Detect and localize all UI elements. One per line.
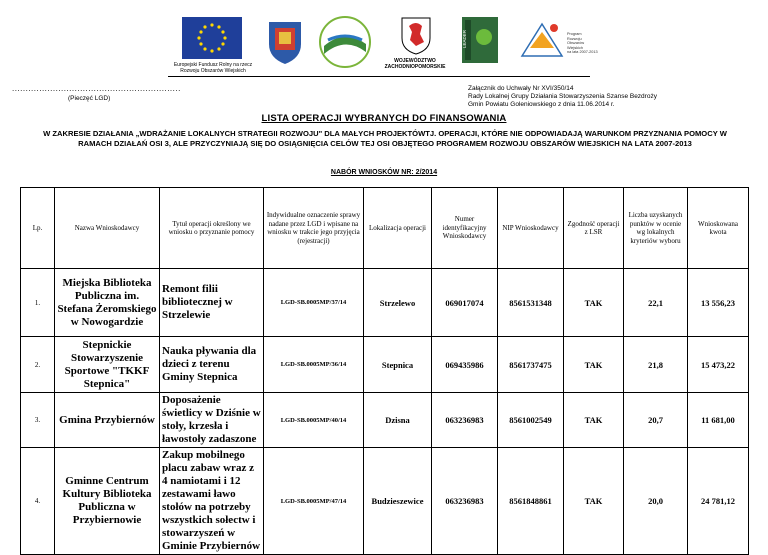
operations-table [20,187,749,555]
cell-points: 20,7 [624,393,688,448]
cell-amount: 11 681,00 [688,393,749,448]
attachment-line: Gmin Powiatu Goleniowskiego z dnia 11.06.2014 r. [468,101,615,108]
prow-caption-line: Obszarów [567,41,585,45]
attachment-line: Rady Lokalnej Grupy Działania Stowarzyszenia Szanse Bezdroży [468,93,657,100]
cell-applicant: Gminne Centrum Kultury Biblioteka Publiczna w Przybiernowie [55,448,160,555]
header-operation-title: Tytuł operacji określony we wniosku o przyznanie pomocy [160,188,264,269]
document-title: LISTA OPERACJI WYBRANYCH DO FINANSOWANIA [261,113,507,124]
header-reg-number: Numer identyfikacyjny Wnioskodawcy [432,188,498,269]
cell-nip: 8561737475 [498,337,564,393]
header-lsr: Zgodność operacji z LSR [564,188,624,269]
cell-reg-number: 069435986 [432,337,498,393]
table-row [21,337,749,393]
voivodeship-caption: WOJEWÓDZTWO ZACHODNIOPOMORSKIE [384,58,446,70]
cell-lsr: TAK [564,269,624,337]
cell-nip: 8561531348 [498,269,564,337]
cell-amount: 24 781,12 [688,448,749,555]
document-subtitle: W ZAKRESIE DZIAŁANIA „WDRAŻANIE LOKALNYCH STRATEGII ROZWOJU" DLA MAŁYCH PROJEKTÓWTJ. OPERACJI, KTÓRE NIE ODPOWIADAJĄ WARUNKOM PRZYZNANIA POMOCY W RAMACH DZIAŁAŃ OSI 3, ALE PRZYCZYNIAJĄ SIĘ DO OSIĄGNIĘCIA CELÓW TEJ OSI OBJĘTEGO PROGRAMEM ROZWOJU OBSZARÓW WIEJSKICH NA LATA 2007-2013 [43,129,727,148]
table-row [21,269,749,337]
cell-points: 21,8 [624,337,688,393]
crest-logo [265,18,305,66]
eu-fund-caption: Europejski Fundusz Rolny na rzecz Rozwoju Obszarów Wiejskich [173,62,253,74]
table-header-row [21,188,749,269]
prow-logo [520,18,564,60]
cell-applicant: Miejska Biblioteka Publiczna im. Stefana Żeromskiego w Nowogardzie [55,269,160,337]
cell-lsr: TAK [564,337,624,393]
attachment-line: Załącznik do Uchwały Nr XVI/350/14 [468,85,574,92]
seal-dots: .............................................................. [12,84,181,93]
cell-lp: 1. [21,269,55,337]
cell-location: Dzisna [364,393,432,448]
header-applicant: Nazwa Wnioskodawcy [55,188,160,269]
cell-case-id: LGD-SB.0005MP/37/14 [264,269,364,337]
cell-amount: 15 473,22 [688,337,749,393]
prow-caption-line: Program [567,32,582,36]
prow-caption-line: na lata 2007-2013 [567,50,598,54]
cell-lsr: TAK [564,448,624,555]
cell-reg-number: 063236983 [432,393,498,448]
cell-case-id: LGD-SB.0005MP/40/14 [264,393,364,448]
prow-caption [567,32,607,55]
voivodeship-griffin-logo [400,16,432,56]
cell-nip: 8561848861 [498,448,564,555]
cell-case-id: LGD-SB.0005MP/36/14 [264,337,364,393]
cell-lp: 4. [21,448,55,555]
attachment-note [468,85,657,109]
header-amount: Wnioskowana kwota [688,188,749,269]
cell-operation: Nauka pływania dla dzieci z terenu Gminy Stepnica [160,337,264,393]
cell-lp: 2. [21,337,55,393]
cell-applicant: Stepnickie Stowarzyszenie Sportowe "TKKF Stepnica" [55,337,160,393]
cell-operation: Zakup mobilnego placu zabaw wraz z 4 namiotami i 12 zestawami ławo stołów na potrzeby wszystkich sołectw i stowarzyszeń w Gminie Przybiernów [160,448,264,555]
cell-nip: 8561002549 [498,393,564,448]
header-rule [168,76,590,77]
cell-amount: 13 556,23 [688,269,749,337]
header-points: Liczba uzyskanych punktów w ocenie wg lokalnych kryteriów wyboru [624,188,688,269]
header-case-id: Indywidualne oznaczenie sprawy nadane przez LGD i wpisane na wniosku w trakcie jego przyjęcia (rejestracji) [264,188,364,269]
leader-caption: LEADER [462,30,467,49]
cell-reg-number: 069017074 [432,269,498,337]
prow-caption-line: Wiejskich [567,45,584,50]
header-lp: Lp. [21,188,55,269]
table-row [21,393,749,448]
cell-location: Budzieszewice [364,448,432,555]
cell-points: 22,1 [624,269,688,337]
cell-applicant: Gmina Przybiernów [55,393,160,448]
cell-reg-number: 063236983 [432,448,498,555]
seal-label: (Pieczęć LGD) [68,95,111,102]
cell-points: 20,0 [624,448,688,555]
header-nip: NIP Wnioskodawcy [498,188,564,269]
cell-operation: Doposażenie świetlicy w Dziśnie w stoły, krzesła i ławostoły zadaszone [160,393,264,448]
cell-lp: 3. [21,393,55,448]
cell-case-id: LGD-SB.0005MP/47/14 [264,448,364,555]
cell-lsr: TAK [564,393,624,448]
local-group-logo [318,14,372,70]
header-location: Lokalizacja operacji [364,188,432,269]
cell-location: Strzelewo [364,269,432,337]
prow-caption-line: Rozwoju [567,36,582,41]
cell-location: Stepnica [364,337,432,393]
cell-operation: Remont filii bibliotecznej w Strzelewie [160,269,264,337]
call-number: NABÓR WNIOSKÓW NR: 2/2014 [330,169,438,176]
eu-flag-logo [182,17,242,59]
table-row [21,448,749,555]
